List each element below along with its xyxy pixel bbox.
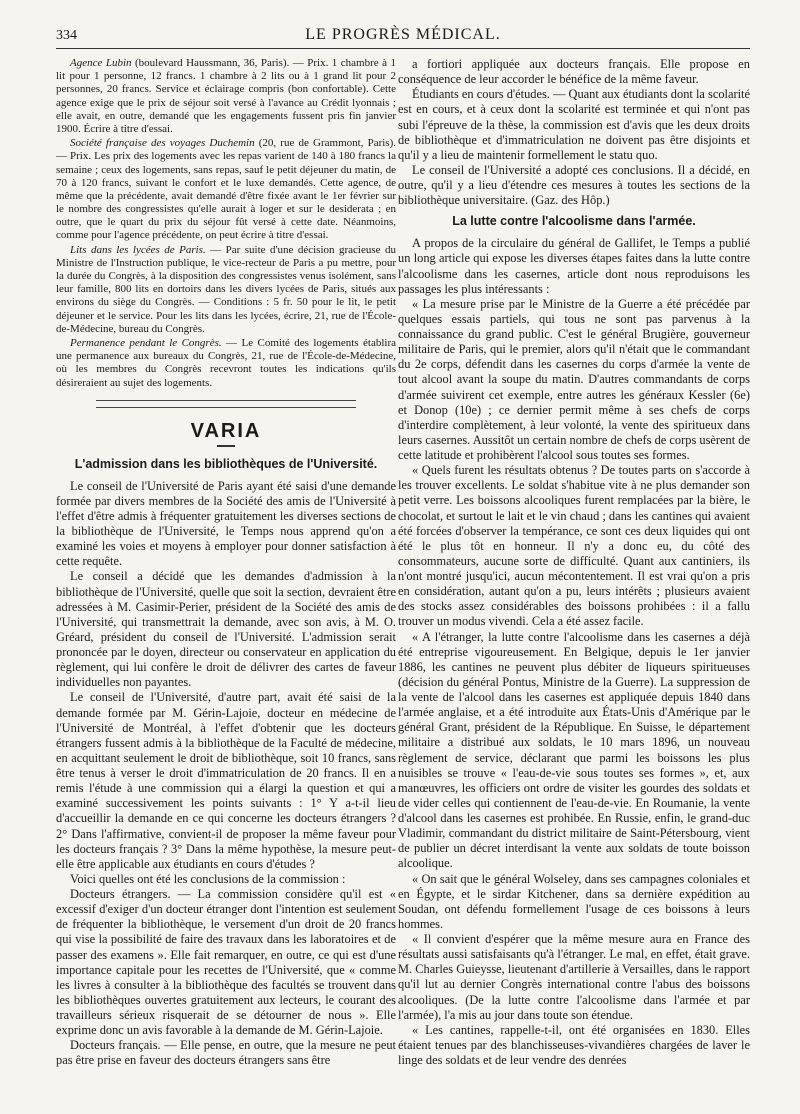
article-title: L'admission dans les bibliothèques de l'Université. bbox=[74, 456, 378, 471]
lodging-paragraph: Permanence pendant le Congrès. — Le Comité des logements établira une permanence aux bureaux du Congrès, 21, rue de l'École-de-Médecine, où les membres du Congrès recevront toutes les indications qu'ils désireraient au sujet des logements. bbox=[56, 336, 396, 389]
paragraph: Docteurs français. — Elle pense, en outre, que la mesure ne peut pas être prise en faveur des docteurs étrangers sans être bbox=[56, 1038, 396, 1068]
two-column-body bbox=[56, 57, 750, 1069]
paragraph: Voici quelles ont été les conclusions de la commission : bbox=[70, 871, 346, 886]
paragraph: « Les cantines, rappelle-t-il, ont été organisées en 1830. Elles étaient tenues par des blanchisseuses-vivandières chargées de laver le linge des soldats et de leur vendre des denrées bbox=[398, 1022, 750, 1067]
paragraph: Le conseil de l'Université de Paris ayant été saisi d'une demande formée par divers membres de la Société des amis de l'Université à l'effet d'être admis à fréquenter gratuitement les diverses sections de la bibliothèque de l'Université, le Temps nous apprend qu'on a examiné les voies et moyens à employer pour donner satisfaction à cette requête. bbox=[56, 478, 396, 569]
article-title: La lutte contre l'alcoolisme dans l'armée. bbox=[452, 214, 696, 229]
ornamental-rule bbox=[96, 400, 356, 408]
paragraph: « La mesure prise par le Ministre de la Guerre a été précédée par quelques essais partiels, qui tous ne sont pas parvenus à la connaissance du grand public. C'est le général Brugière, gouverneur militaire de Paris, qui le premier, alors qu'il n'était que le commandant du 2e corps, défendit dans les casernes du corps d'armée la vente de tout alcool avant la soupe du matin. D'autres commandants de corps d'armée suivirent cet exemple, entre autres les généraux Kessler (6e) et Donop (10e) ; ce dernier permit même à ses chefs de corps d'interdire complètement, à leur volonté, la vente des spiritueux dans leurs casernes. Aussitôt un certain nombre de chefs de corps usèrent de cette latitude et prohibèrent l'alcool sous toutes ses formes. bbox=[398, 296, 750, 462]
lodging-paragraph: Lits dans les lycées de Paris. — Par suite d'une décision gracieuse du Ministre de l'Instruction publique, le vice-recteur de Paris a pu mettre, pour la durée du Congrès, à la disposition des congressistes venus isolément, sans leur famille, 800 lits en dortoirs dans les divers lycées de Paris, situés aux environs du siège du Congrès. — Conditions : 5 fr. 50 pour le lit, le petit déjeuner et le service. Pour les lits dans les lycées, écrire, 21, rue de l'École-de-Médecine, bureau du Congrès. bbox=[56, 243, 396, 335]
paragraph: « Quels furent les résultats obtenus ? De toutes parts on s'accorde à les trouver excellents. Le soldat s'habitue vite à ne plus demander son petit verre. Les boissons alcooliques furent remplacées par la bière, le chocolat, et surtout le lait et le vin chaud ; dans les cantines qui avaient été forcées d'observer la tempérance, ce sont ces deux liquides qui ont été le plus tôt en honneur. Il n'y a donc eu, du côté des consommateurs, aucune sorte de difficulté. Quant aux cantiniers, ils n'ont montré jusqu'ici, aucun mécontentement. Il est vrai qu'on a pris en considération, autant qu'on a pu, leurs intérêts ; plusieurs avaient des stocks assez considérables des boissons prohibées : il a fallu trouver un modus vivendi. Cela a été assez facile. bbox=[398, 463, 750, 629]
right-column bbox=[398, 57, 750, 1069]
article-continuation bbox=[398, 57, 750, 208]
paragraph: « A l'étranger, la lutte contre l'alcoolisme dans les casernes a déjà été entreprise vigoureusement. En Belgique, depuis le 1er janvier 1886, les cantines ne peuvent plus débiter de liqueurs spiritueuses (décision du général Pontus, Ministre de la Guerre). La suppression de la vente de l'alcool dans les casernes est appliquée depuis 1840 dans l'armée anglaise, et a été introduite aux États-Unis d'Amérique par le général Grant, président de la République. En Suisse, le département militaire a distribué aux soldats, le 10 mars 1896, un nouveau règlement de service, déclarant que parmi les boissons les plus nuisibles se trouve « l'eau-de-vie sous toutes ses formes », et, aux manœuvres, les officiers ont ordre de visiter les gourdes des soldats et de vider celles qui contiennent de l'eau-de-vie. En Roumanie, la vente d'alcool dans les casernes est prohibée. En Russie, enfin, le grand-duc Vladimir, commandant du district militaire de Saint-Pétersbourg, vient de publier un décret interdisant la vente aux soldats de toute boisson alcoolique. bbox=[398, 629, 750, 871]
paragraph: Le conseil a décidé que les demandes d'admission à la bibliothèque de l'Université, quelle que soit la section, devraient être adressées à M. Casimir-Perier, président de la Société des amis de l'Université, qui transmettrait la demande, avec son avis, à M. O. Gréard, président du conseil de l'Université. L'admission serait prononcée par le doyen, directeur ou conservateur en application du règlement, qui lui confère le droit de délivrer des cartes de faveur individuelles non payantes. bbox=[56, 569, 396, 690]
paragraph: Le conseil de l'Université a adopté ces conclusions. Il a décidé, en outre, qu'il y a lieu d'étendre ces mesures à toutes les sections de la bibliothèque universitaire. (Gaz. des Hôp.) bbox=[398, 162, 750, 208]
paragraph: Étudiants en cours d'études. — Quant aux étudiants dont la scolarité est en cours, et à ceux dont la scolarité est terminée et qui n'ont pas subi l'épreuve de la thèse, la commission est d'avis que les deux droits de bibliothèque et d'immatriculation ne doivent pas être disjoints et qu'il y a lieu de maintenir formellement le statu quo. bbox=[398, 87, 750, 162]
running-head: LE PROGRÈS MÉDICAL. bbox=[305, 26, 501, 43]
paragraph: a fortiori appliquée aux docteurs français. Elle propose en conséquence de leur accorder le bénéfice de la même faveur. bbox=[398, 57, 750, 87]
paragraph: Docteurs étrangers. — La commission considère qu'il est « excessif d'exiger d'un docteur étranger dont l'intention est seulement de fréquenter la bibliothèque, le versement d'un droit de 20 francs qui vise la possibilité de faire des travaux dans les laboratoires et de passer des examens ». Elle fait remarquer, en outre, ce qui est d'une importance capitale pour les recettes de l'Université, que « comme les livres à consulter à la bibliothèque des facultés se trouvent dans les bibliothèques ouvertes gratuitement aux lecteurs, le courant des travailleurs sérieux risquerait de se détourner de nous ». Elle exprime donc un avis favorable à la demande de M. Gérin-Lajoie. bbox=[56, 887, 396, 1038]
paragraph: « Il convient d'espérer que la même mesure aura en France des résultats aussi satisfaisants qu'à l'étranger. Le mal, en effet, était grave. M. Charles Guieysse, lieutenant d'artillerie à Versailles, dans le rapport qu'il lut au dernier Congrès international contre l'abus des boissons alcooliques. (De la lutte contre l'alcoolisme dans l'armée et par l'armée), l'a mis au jour dans toute son étendue. bbox=[398, 932, 750, 1022]
paragraph: « On sait que le général Wolseley, dans ses campagnes coloniales et en Égypte, et le sirdar Kitchener, dans sa dernière expédition au Soudan, ont défendu formellement l'usage de ces boissons à leurs hommes. bbox=[398, 871, 750, 931]
paragraph: Le conseil de l'Université, d'autre part, avait été saisi de la demande formée par M. Gérin-Lajoie, docteur en médecine de l'Université de Montréal, à l'effet d'obtenir que les docteurs étrangers fussent admis à la bibliothèque de la Faculté de médecine, en acquittant seulement le droit de bibliothèque, soit 10 francs, sans être tenus à verser le droit d'immatriculation de 20 francs. Il en a remis l'étude à une commission qui a élargi la question et qui a examiné successivement les points suivants : 1° Y a-t-il lieu d'accueillir la demande en ce qui concerne les docteurs étrangers ? 2° Dans l'affirmative, convient-il de proposer la même faveur pour les docteurs français ? 3° Dans la même hypothèse, la mesure peut-elle être applicable aux étudiants en cours d'études ? bbox=[56, 690, 396, 871]
page-header bbox=[56, 20, 750, 49]
paragraph: A propos de la circulaire du général de Gallifet, le Temps a publié un long article qui expose les diverses étapes faites dans la lutte contre l'alcoolisme dans les casernes, article dont nous reproduisons les passages les plus intéressants : bbox=[398, 236, 750, 296]
article-body bbox=[398, 236, 750, 1068]
article-body bbox=[56, 479, 396, 1069]
title-dash bbox=[217, 445, 235, 447]
lodging-paragraph: Société française des voyages Duchemin (20, rue de Grammont, Paris). — Prix. Les prix des logements avec les repas varient de 140 à 180 francs la semaine ; ceux des logements, sans repas, sauf le petit déjeuner du matin, de 70 à 120 francs, suivant le confort et le luxe demandés. Cette agence, de même que la précédente, avait demandé d'être fixée avant le 1er février sur le nombre des congressistes qu'elle aurait à loger et sur le desiderata ; en outre, que le quart du prix du séjour fût versé à cette date. Néanmoins, comme pour l'agence précédente, on peut écrire à titre d'essai. bbox=[56, 137, 396, 242]
page-number: 334 bbox=[56, 28, 77, 43]
lodging-paragraph: Agence Lubin (boulevard Haussmann, 36, Paris). — Prix. 1 chambre à 1 lit pour 1 personne, 12 francs. 1 chambre à 2 lits ou à 1 grand lit pour 2 personnes, 20 francs. Service et éclairage compris (bon confortable). Cette agence exige que le prix de séjour soit versé à l'avance au Crédit lyonnais ; elle avait, en outre, demandé que les engagements fussent pris fin janvier 1900. Écrire à titre d'essai. bbox=[56, 57, 396, 135]
left-column bbox=[56, 57, 396, 1069]
lodging-notices bbox=[56, 57, 396, 390]
section-title: VARIA bbox=[190, 419, 262, 442]
